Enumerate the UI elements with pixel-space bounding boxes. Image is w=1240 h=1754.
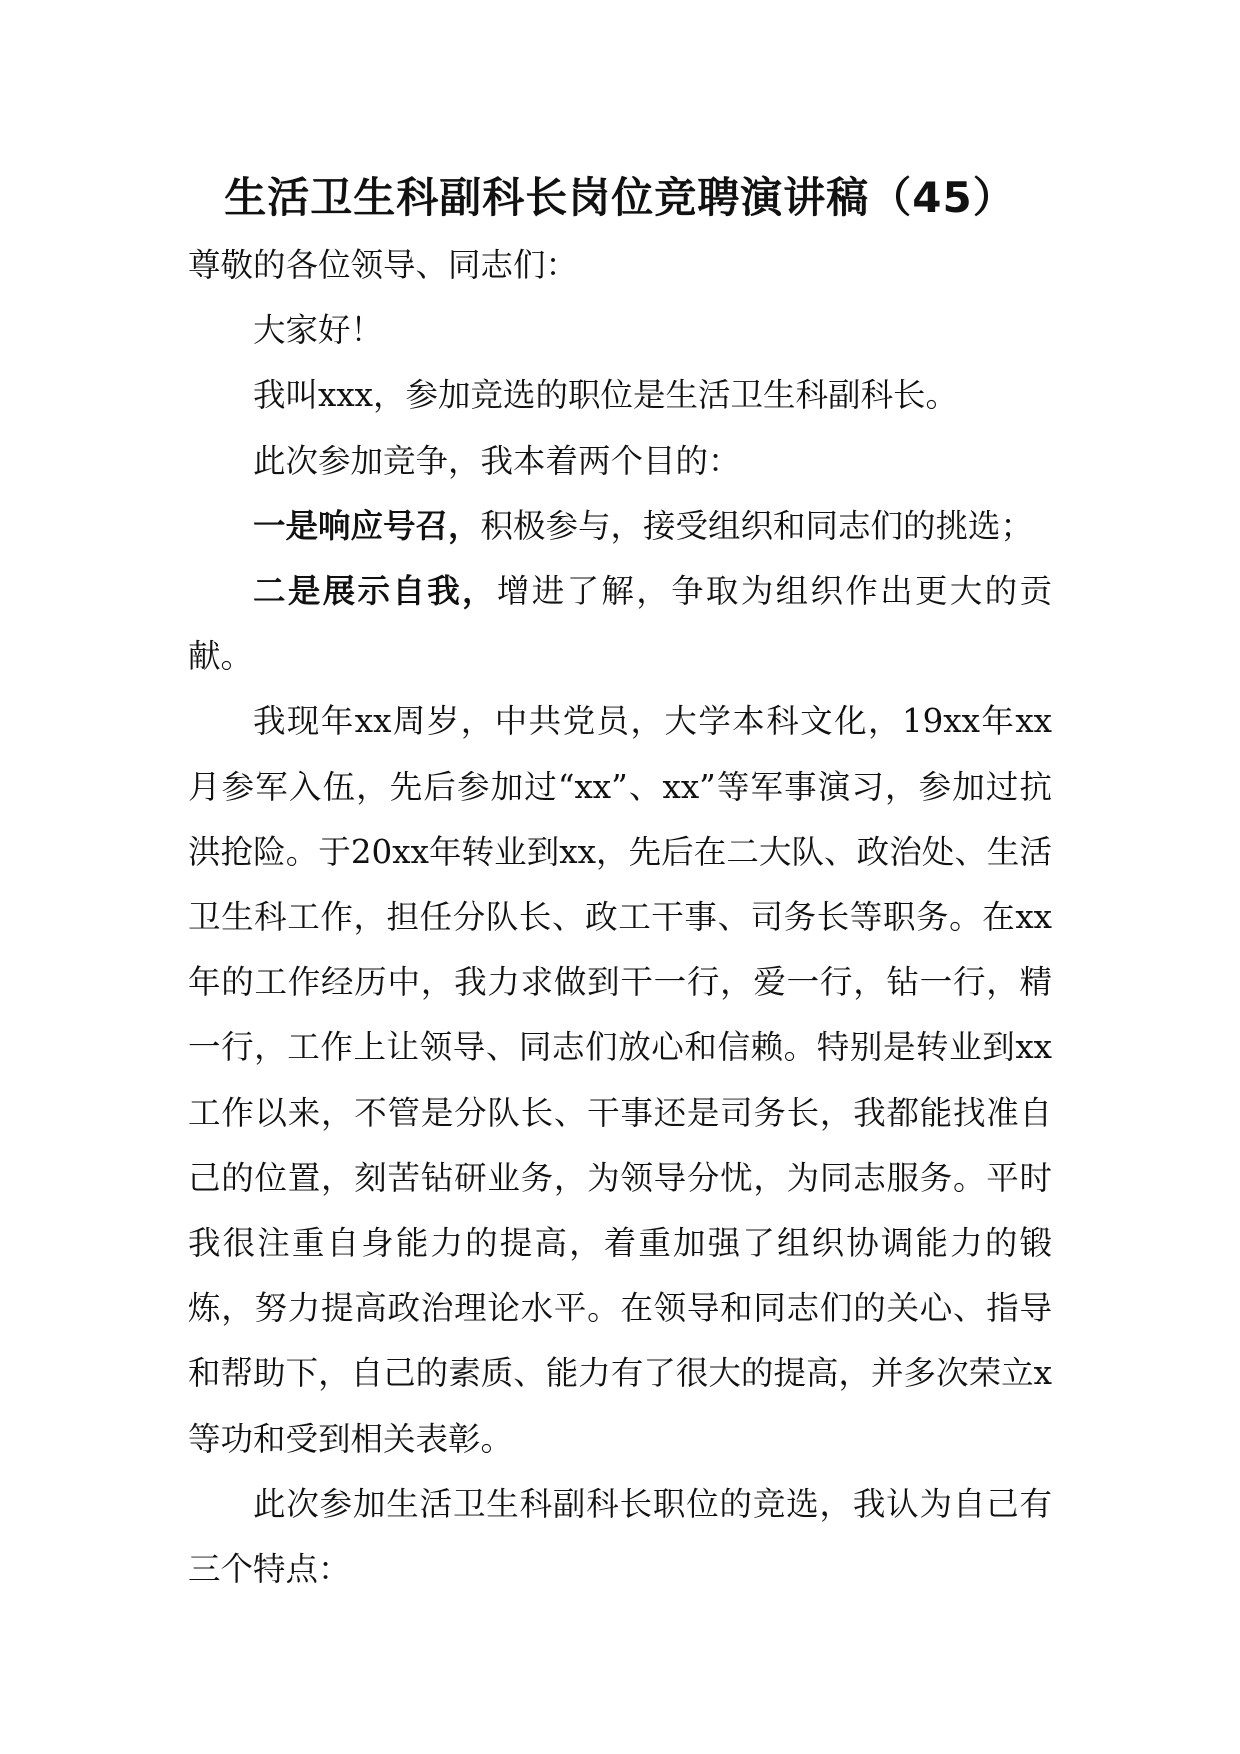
salutation: 尊敬的各位领导、同志们： (188, 246, 579, 284)
purpose-2-text: 增进了解，争取为组织作出更大的贡献。 (188, 572, 1052, 676)
purpose-intro-paragraph: 此次参加竞争，我本着两个目的： (253, 441, 741, 480)
greeting: 大家好！ (253, 311, 384, 350)
intro-paragraph: 我叫xxx，参加竞选的职位是生活卫生科副科长。 (253, 376, 958, 415)
background-paragraph: 我现年xx周岁，中共党员，大学本科文化，19xx年xx月参军入伍，先后参加过“xx”、xx”等军事演习，参加过抗洪抢险。于20xx年转业到xx，先后在二大队、政治处、生活卫生科工作，担任分队长、政工干事、司务长等职务。在xx年的工作经历中，我力求做到干一行，爱一行，钻一行，精一行，工作上让领导、同志们放心和信赖。特别是转业到xx工作以来，不管是分队长、干事还是司务长，我都能找准自己的位置，刻苦钻研业务，为领导分忧，为同志服务。平时我很注重自身能力的提高，着重加强了组织协调能力的锻炼，努力提高政治理论水平。在领导和同志们的关心、指导和帮助下，自己的素质、能力有了很大的提高，并多次荣立x等功和受到相关表彰。 (188, 702, 1052, 1458)
document-body (188, 233, 1052, 1602)
features-intro-paragraph: 此次参加生活卫生科副科长职位的竞选，我认为自己有三个特点： (188, 1484, 1052, 1589)
purpose-1-paragraph (188, 494, 1052, 559)
purpose-2-lead: 二是展示自我， (253, 572, 497, 611)
purpose-2-paragraph (188, 559, 1052, 689)
document-title: 生活卫生科副科长岗位竞聘演讲稿（45） (224, 173, 1016, 222)
purpose-1-text: 积极参与，接受组织和同志们的挑选； (480, 506, 1034, 545)
purpose-1-lead: 一是响应号召， (253, 506, 481, 545)
